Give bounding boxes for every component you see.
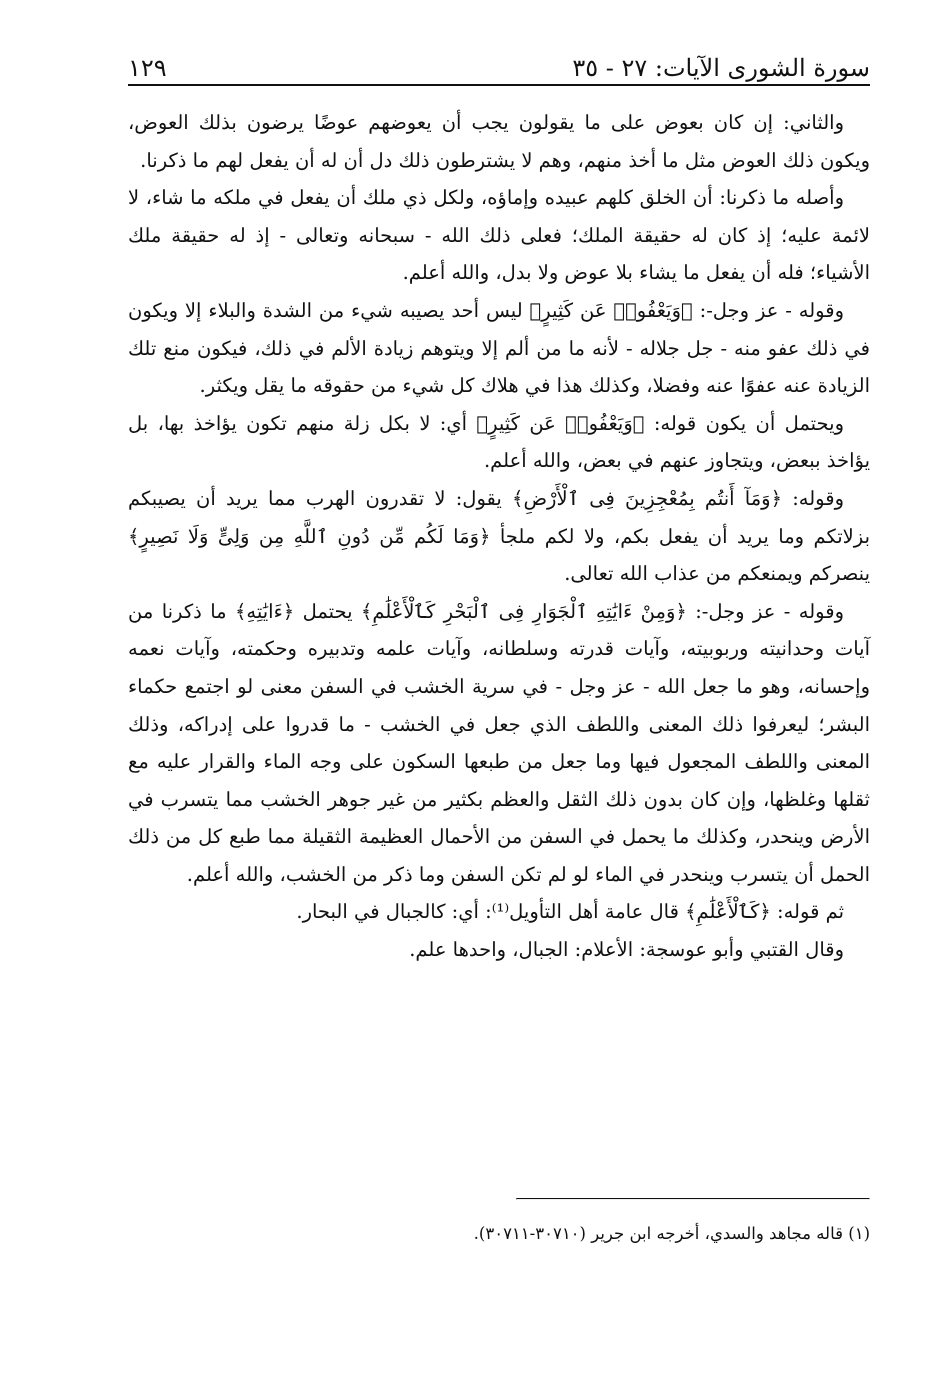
page-number: ١٢٩ xyxy=(128,54,167,82)
main-text xyxy=(128,104,870,969)
footnote-separator xyxy=(516,1198,870,1200)
paragraph: ثم قوله: ﴿كَٱلْأَعْلَٰمِ﴾ قال عامة أهل التأويل⁽¹⁾: أي: كالجبال في البحار. xyxy=(296,900,844,924)
book-page xyxy=(128,40,870,1360)
paragraph: وقوله - عز وجل-: ﴿وَيَعْفُوا۟ عَن كَثِيرٍ﴾ ليس أحد يصيبه شيء من الشدة والبلاء إلا ويكون في ذلك عفو منه - جل جلاله - لأنه ما من ألم إلا ويتوهم زيادة الألم في ذلك، فيكون منع تلك الزيادة عنه عفوًا عنه وفضلا، وكذلك هذا في هلاك كل شيء من حقوقه ما يقل ويكثر. xyxy=(128,298,870,398)
running-header xyxy=(128,40,870,86)
paragraph: وقوله: ﴿وَمَآ أَنتُم بِمُعْجِزِينَ فِى ٱلْأَرْضِ﴾ يقول: لا تقدرون الهرب مما يريد أن يصيبكم بزلاتكم وما يريد أن يفعل بكم، ولا لكم ملجأ ﴿وَمَا لَكُم مِّن دُونِ ٱللَّهِ مِن وَلِىٍّ وَلَا نَصِيرٍ﴾ ينصركم ويمنعكم من عذاب الله تعالى. xyxy=(128,486,870,586)
paragraph: وأصله ما ذكرنا: أن الخلق كلهم عبيده وإماؤه، ولكل ذي ملك أن يفعل في ملكه ما شاء، لا لائمة عليه؛ إذ كان له حقيقة الملك؛ فعلى ذلك الله - سبحانه وتعالى - إذ له حقيقة ملك الأشياء؛ فله أن يفعل ما يشاء بلا عوض ولا بدل، والله أعلم. xyxy=(128,186,870,285)
paragraph: ويحتمل أن يكون قوله: ﴿وَيَعْفُوا۟ عَن كَثِيرٍ﴾ أي: لا بكل زلة منهم تكون يؤاخذ بها، بل يؤاخذ ببعض، ويتجاوز عنهم في بعض، والله أعلم. xyxy=(128,411,870,473)
paragraph: وقوله - عز وجل-: ﴿وَمِنْ ءَايَٰتِهِ ٱلْجَوَارِ فِى ٱلْبَحْرِ كَٱلْأَعْلَٰمِ﴾ يحتمل ﴿ءَايَٰتِهِ﴾ ما ذكرنا من آيات وحدانيته وربوبيته، وآيات قدرته وسلطانه، وآيات علمه وتدبيره وحكمته، وآيات نعمه وإحسانه، وهو ما جعل الله - عز وجل - في سرية الخشب في السفن معنى لو اجتمع حكماء البشر؛ ليعرفوا ذلك المعنى واللطف الذي جعل في الخشب - ما قدروا على إدراكه، وذلك المعنى واللطف المجعول فيها وما جعل من طبعها السكون على وجه الماء والقرار عليه مع ثقلها وغلظها، وإن كان بدون ذلك الثقل والعظم بكثير من غير جوهر الخشب مما يتسرب في الأرض وينحدر، وكذلك ما يحمل في السفن من الأحمال العظيمة الثقيلة مما طبع كل من ذلك الحمل أن يتسرب وينحدر في الماء لو لم تكن السفن وما ذكر من الخشب، والله أعلم. xyxy=(128,599,870,886)
paragraph: والثاني: إن كان بعوض على ما يقولون يجب أن يعوضهم عوضًا يرضون بذلك العوض، ويكون ذلك العوض مثل ما أخذ منهم، وهم لا يشترطون ذلك دل أن له أن يفعل لهم ما ذكرنا. xyxy=(128,111,870,172)
paragraph: وقال القتبي وأبو عوسجة: الأعلام: الجبال، واحدها علم. xyxy=(409,938,844,962)
header-title: سورة الشورى الآيات: ٢٧ - ٣٥ xyxy=(572,54,870,82)
footnote: (١) قاله مجاهد والسدي، أخرجه ابن جرير (٣٠٧١٠-٣٠٧١١). xyxy=(473,1224,870,1243)
